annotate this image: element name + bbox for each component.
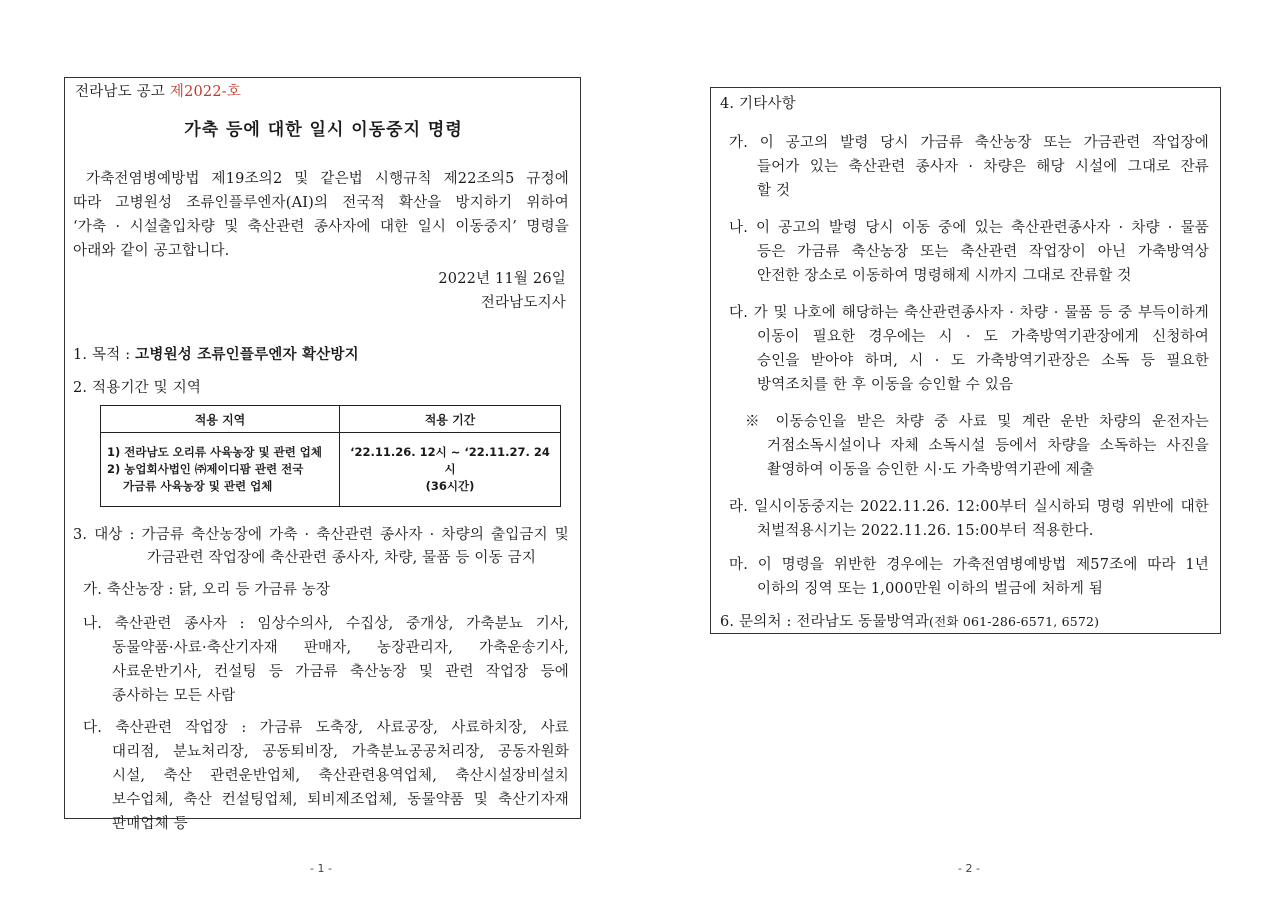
notice-date: 2022년 11월 26일 xyxy=(438,271,566,287)
misc-da-line-4: 방역조치를 한 후 이동을 승인할 수 있음 xyxy=(757,377,1014,393)
notice-issuer: 전라남도지사 xyxy=(480,295,566,311)
misc-na-line-1: 나. 이 공고의 발령 당시 이동 중에 있는 축산관련종사자 · 차량 · 물품 xyxy=(729,220,1209,236)
region-line-1: 1) 전라남도 오리류 사육농장 및 관련 업체 xyxy=(107,445,323,459)
page-number-2: - 2 - xyxy=(958,862,980,875)
misc-ma-line-2: 이하의 징역 또는 1,000만원 이하의 벌금에 처하게 됨 xyxy=(757,581,1104,597)
item-da-line-1: 다. 축산관련 작업장 : 가금류 도축장, 사료공장, 사료하치장, 사료 xyxy=(83,720,569,736)
item-da-line-3: 시설, 축산 관련운반업체, 축산관련용역업체, 축산시설장비설치 xyxy=(112,768,569,784)
note-line-3: 촬영하여 이동을 승인한 시·도 가축방역기관에 제출 xyxy=(767,462,1095,478)
item-ga: 가. 축산농장 : 닭, 오리 등 가금류 농장 xyxy=(83,582,331,598)
note-line-2: 거점소독시설이나 자체 소독시설 등에서 차량을 소독하는 사진을 xyxy=(767,438,1209,454)
item-na-line-3: 사료운반기사, 컨설팅 등 가금류 축산농장 및 관련 작업장 등에 xyxy=(112,664,569,680)
table-cell-period xyxy=(340,433,561,507)
misc-da-line-2: 이동이 필요한 경우에는 시 · 도 가축방역기관장에게 신청하여 xyxy=(757,329,1209,345)
table-cell-region xyxy=(101,433,340,507)
section-4-heading: 4. 기타사항 xyxy=(720,96,796,112)
period-line-2: (36시간) xyxy=(425,479,475,493)
misc-ma-line-1: 마. 이 명령을 위반한 경우에는 가축전염병예방법 제57조에 따라 1년 xyxy=(729,557,1209,573)
misc-ra-line-1: 라. 일시이동중지는 2022.11.26. 12:00부터 실시하되 명령 위반에 대한 xyxy=(729,499,1209,515)
document-title: 가축 등에 대한 일시 이동중지 명령 xyxy=(184,120,463,140)
item-da-line-2: 대리점, 분뇨처리장, 공동퇴비장, 가축분뇨공공처리장, 공동자원화 xyxy=(112,744,569,760)
contact-phone: (전화 061-286-6571, 6572) xyxy=(929,614,1100,629)
item-na-line-4: 종사하는 모든 사람 xyxy=(112,688,236,704)
notice-number: 제2022-호 xyxy=(169,84,242,100)
section-3-line-1: 3. 대상 : 가금류 축산농장에 가축 · 축산관련 종사자 · 차량의 출입금지 및 xyxy=(73,527,569,543)
page-number-1: - 1 - xyxy=(310,862,332,875)
misc-na-line-3: 안전한 장소로 이동하여 명령해제 시까지 그대로 잔류할 것 xyxy=(757,268,1132,284)
misc-da-line-3: 승인을 받아야 하며, 시 · 도 가축방역기관장은 소독 등 필요한 xyxy=(757,353,1209,369)
intro-line-4: 아래와 같이 공고합니다. xyxy=(73,243,230,259)
misc-na-line-2: 등은 가금류 축산농장 또는 축산관련 작업장이 아닌 가축방역상 xyxy=(757,244,1209,260)
item-da-line-4: 보수업체, 축산 컨설팅업체, 퇴비제조업체, 동물약품 및 축산기자재 xyxy=(112,792,569,808)
section-1-purpose: 1. 목적 : 고병원성 조류인플루엔자 확산방지 xyxy=(73,346,359,363)
misc-da-line-1: 다. 가 및 나호에 해당하는 축산관련종사자 · 차량 · 물품 등 중 부득이하게 xyxy=(729,305,1209,321)
misc-ga-line-1: 가. 이 공고의 발령 당시 가금류 축산농장 또는 가금관련 작업장에 xyxy=(729,135,1209,151)
table-header-region: 적용 지역 xyxy=(101,406,340,433)
item-na-line-2: 동물약품·사료·축산기자재 판매자, 농장관리자, 가축운송기사, xyxy=(112,640,569,656)
purpose-value: 고병원성 조류인플루엔자 확산방지 xyxy=(135,346,359,363)
intro-line-1: 가축전염병예방법 제19조의2 및 같은법 시행규칙 제22조의5 규정에 xyxy=(86,171,569,187)
misc-ga-line-3: 할 것 xyxy=(757,183,791,199)
section-2-heading: 2. 적용기간 및 지역 xyxy=(73,380,202,396)
section-3-line-2: 가금관련 작업장에 축산관련 종사자, 차량, 물품 등 이동 금지 xyxy=(147,550,537,566)
table-header-period: 적용 기간 xyxy=(340,406,561,433)
note-line-1: ※ 이동승인을 받은 차량 중 사료 및 계란 운반 차량의 운전자는 xyxy=(745,414,1209,430)
application-table xyxy=(100,405,561,507)
notice-header: 전라남도 공고 제2022-호 xyxy=(75,84,242,100)
misc-ra-line-2: 처벌적용시기는 2022.11.26. 15:00부터 적용한다. xyxy=(757,523,1094,539)
intro-line-2: 따라 고병원성 조류인플루엔자(AI)의 전국적 확산을 방지하기 위하여 xyxy=(73,195,569,211)
misc-ga-line-2: 들어가 있는 축산관련 종사자 · 차량은 해당 시설에 그대로 잔류 xyxy=(757,159,1209,175)
item-da-line-5: 판매업체 등 xyxy=(112,816,188,832)
notice-page-1 xyxy=(64,77,581,832)
notice-page-2 xyxy=(710,87,1221,634)
section-6-contact: 6. 문의처 : 전라남도 동물방역과(전화 061-286-6571, 6572) xyxy=(720,614,1100,630)
period-line-1: ‘22.11.26. 12시 ~ ‘22.11.27. 24시 xyxy=(350,445,550,476)
intro-line-3: ‘가축 · 시설출입차량 및 축산관련 종사자에 대한 일시 이동중지’ 명령을 xyxy=(73,219,569,235)
region-line-2: 2) 농업회사법인 ㈜제이디팜 관련 전국 xyxy=(107,462,304,476)
region-line-3: 가금류 사육농장 및 관련 업체 xyxy=(123,479,273,493)
item-na-line-1: 나. 축산관련 종사자 : 임상수의사, 수집상, 중개상, 가축분뇨 기사, xyxy=(83,616,569,632)
